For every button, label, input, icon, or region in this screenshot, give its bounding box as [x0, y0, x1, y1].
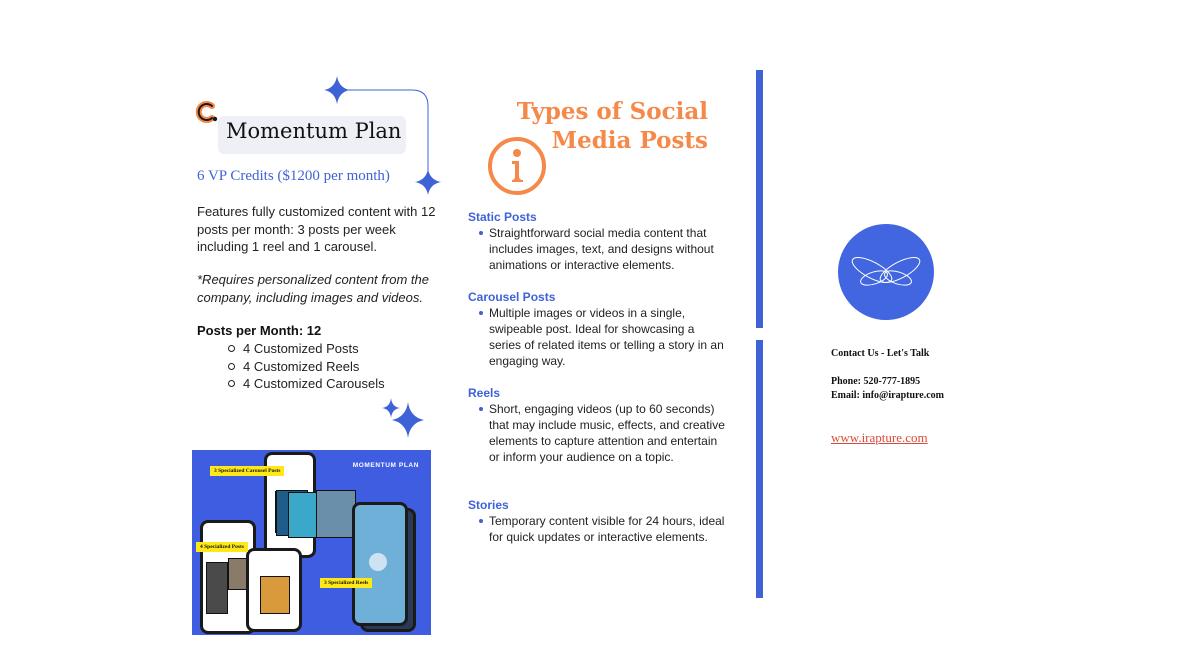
- posts-tag: 4 Specialized Posts: [196, 542, 248, 552]
- section-body: Temporary content visible for 24 hours, ideal for quick updates or interactive elements.: [468, 513, 728, 545]
- brand-c-logo-icon: [193, 99, 219, 125]
- section-heading: Carousel Posts: [468, 290, 556, 304]
- posts-per-month-label: Posts per Month: 12: [197, 323, 322, 338]
- butterfly-logo: [838, 224, 934, 320]
- section-heading: Stories: [468, 498, 509, 512]
- plan-title: Momentum Plan: [226, 119, 402, 143]
- plan-note: *Requires personalized content from the company, including images and videos.: [197, 272, 429, 305]
- butterfly-icon: [838, 224, 934, 320]
- list-item: 4 Customized Posts: [226, 340, 385, 358]
- play-icon: [369, 553, 387, 571]
- plan-description: Features fully customized content with 12 posts per month: 3 posts per week including 1 reel and 1 carousel.: [197, 204, 436, 254]
- carousel-tile: [316, 490, 356, 538]
- website-link[interactable]: www.irapture.com: [831, 430, 928, 445]
- section-stories: [468, 497, 728, 545]
- section-heading: Static Posts: [468, 210, 537, 224]
- momentum-plan-promo-image: [192, 450, 431, 635]
- list-item: 4 Customized Reels: [226, 358, 385, 376]
- list-item: 4 Customized Carousels: [226, 375, 385, 393]
- section-body: Multiple images or videos in a single, swipeable post. Ideal for showcasing a series of related items or telling a story in an engaging way.: [468, 305, 728, 369]
- post-tile: [206, 562, 228, 614]
- reels-tag: 3 Specialized Reels: [320, 578, 372, 588]
- phone-mockup: [352, 502, 408, 626]
- divider: [756, 70, 763, 328]
- carousel-posts-tag: 3 Specialized Carousel Posts: [210, 466, 284, 476]
- post-tile: [260, 576, 290, 614]
- types-heading-line1: Types of Social: [516, 98, 708, 125]
- contact-email: Email: info@irapture.com: [831, 390, 944, 401]
- contact-heading: Contact Us - Let's Talk: [831, 348, 930, 359]
- sparkles-icon: [378, 396, 428, 444]
- posts-breakdown-list: [226, 340, 385, 393]
- contact-phone: Phone: 520-777-1895: [831, 376, 921, 387]
- section-body: Straightforward social media content that includes images, text, and designs without animations or interactive elements.: [468, 225, 728, 273]
- info-icon: [487, 136, 547, 196]
- section-body: Short, engaging videos (up to 60 seconds) that may include music, effects, and creative elements to capture attention and entertain or inform your audience on a topic.: [468, 401, 728, 465]
- section-reels: [468, 385, 728, 465]
- types-heading-line2: Media Posts: [551, 127, 708, 154]
- section-heading: Reels: [468, 386, 501, 400]
- plan-credits: 6 VP Credits ($1200 per month): [197, 168, 390, 184]
- promo-title: MOMENTUM PLAN: [352, 462, 419, 469]
- divider: [756, 340, 763, 598]
- section-carousel-posts: [468, 289, 728, 369]
- section-static-posts: [468, 209, 728, 273]
